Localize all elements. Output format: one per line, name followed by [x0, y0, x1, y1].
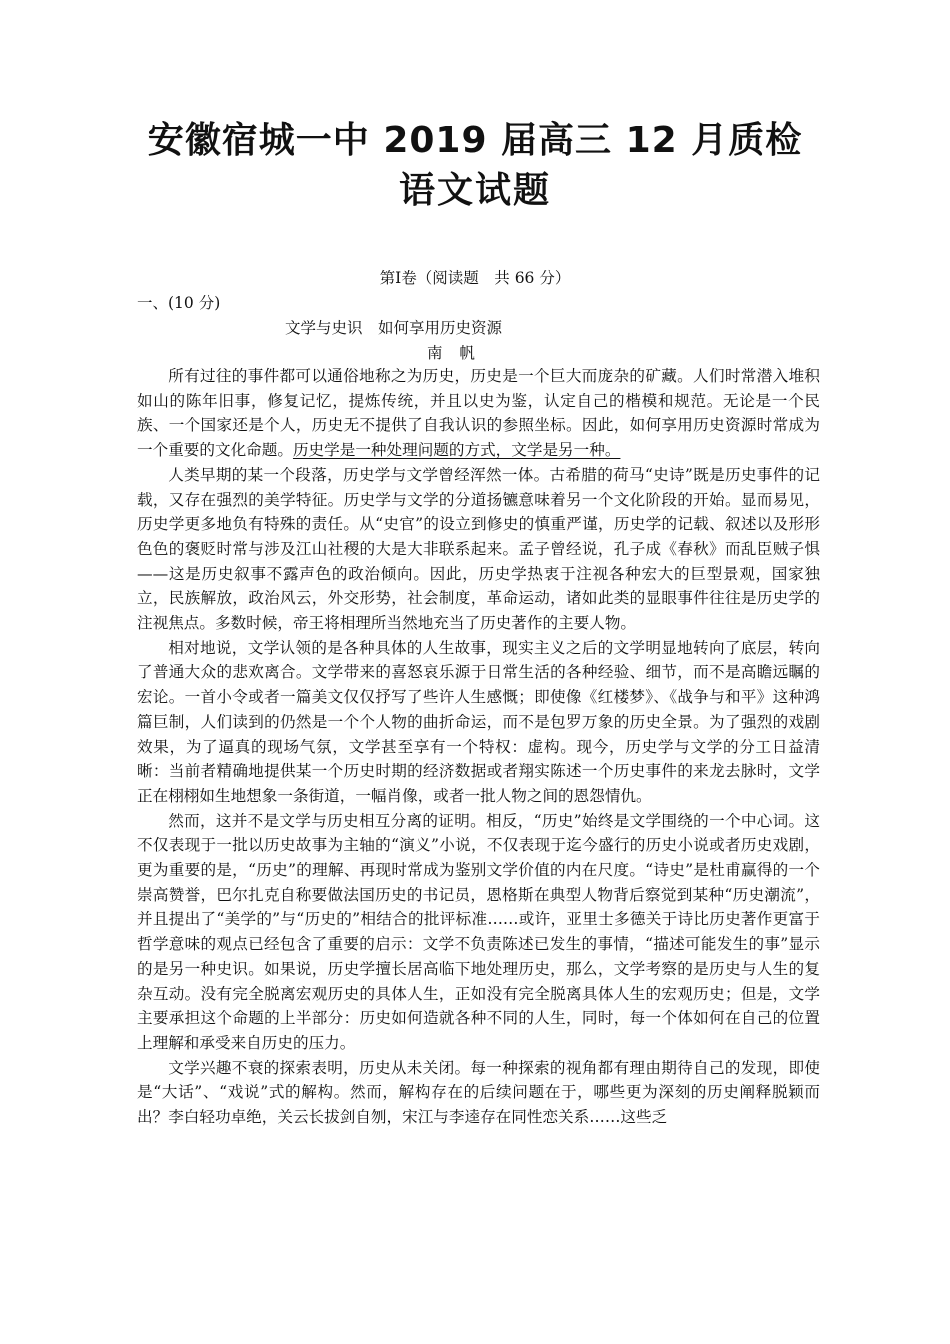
question-label: 一、(10 分)	[137, 294, 221, 312]
article-body	[137, 364, 820, 1130]
paragraph-5: 文学兴趣不衰的探索表明，历史从未关闭。每一种探索的视角都有理由期待自己的发现，即使是“大话”、“戏说”式的解构。然而，解构存在的后续问题在于，哪些更为深刻的历史阐释脱颖而出？李白轻功卓绝，关云长拔剑自刎，宋江与李逵存在同性恋关系……这些乏	[137, 1058, 820, 1127]
exam-subtitle: 语文试题	[398, 170, 551, 211]
section-heading: 第Ⅰ卷（阅读题 共 66 分）	[379, 269, 571, 287]
paragraph-3: 相对地说，文学认领的是各种具体的人生故事，现实主义之后的文学明显地转向了底层，转向了普通大众的悲欢离合。文学带来的喜怒哀乐源于日常生活的各种经验、细节，而不是高瞻远瞩的宏论。一首小令或者一篇美文仅仅抒写了些许人生感慨；即使像《红楼梦》、《战争与和平》这种鸿篇巨制，人们读到的仍然是一个个人物的曲折命运，而不是包罗万象的历史全景。为了强烈的戏剧效果，为了逼真的现场气氛，文学甚至享有一个特权：虚构。现今，历史学与文学的分工日益清晰：当前者精确地提供某一个历史时期的经济数据或者翔实陈述一个历史事件的来龙去脉时，文学正在栩栩如生地想象一条街道，一幅肖像，或者一批人物之间的恩怨情仇。	[137, 638, 820, 805]
paragraph-4: 然而，这并不是文学与历史相互分离的证明。相反，“历史”始终是文学围绕的一个中心词。这不仅表现于一批以历史故事为主轴的“演义”小说，不仅表现于迄今盛行的历史小说或者历史戏剧，更为重要的是，“历史”的理解、再现时常成为鉴别文学价值的内在尺度。“诗史”是杜甫赢得的一个崇高赞誉，巴尔扎克自称要做法国历史的书记员，恩格斯在典型人物背后察觉到某种“历史潮流”，并且提出了“美学的”与“历史的”相结合的批评标准……或许，亚里士多德关于诗比历史著作更富于哲学意味的观点已经包含了重要的启示：文学不负责陈述已发生的事情，“描述可能发生的事”显示的是另一种史识。如果说，历史学擅长居高临下地处理历史，那么，文学考察的是历史与人生的复杂互动。没有完全脱离宏观历史的具体人生，正如没有完全脱离具体人生的宏观历史；但是，文学主要承担这个命题的上半部分：历史如何造就各种不同的人生，同时，每一个体如何在自己的位置上理解和承受来自历史的压力。	[137, 811, 820, 1052]
paragraph-1-text: 所有过往的事件都可以通俗地称之为历史，历史是一个巨大而庞杂的矿藏。人们时常潜入堆积如山的陈年旧事，修复记忆，提炼传统，并且以史为鉴，认定自己的楷模和规范。无论是一个民族、一个国家还是个人，历史无不提供了自我认识的参照坐标。因此，如何享用历史资源时常成为一个重要的文化命题。	[137, 367, 820, 460]
paragraph-1	[137, 364, 820, 463]
article-author: 南 帆	[427, 344, 481, 362]
paragraph-2: 人类早期的某一个段落，历史学与文学曾经浑然一体。古希腊的荷马“史诗”既是历史事件的记载，又存在强烈的美学特征。历史学与文学的分道扬镳意味着另一个文化阶段的开始。显而易见，历史学更多地负有特殊的责任。从“史官”的设立到修史的慎重严谨，历史学的记载、叙述以及形形色色的褒贬时常与涉及江山社稷的大是大非联系起来。孟子曾经说，孔子成《春秋》而乱臣贼子惧——这是历史叙事不露声色的政治倾向。因此，历史学热衷于注视各种宏大的巨型景观，国家独立，民族解放，政治风云，外交形势，社会制度，革命运动，诸如此类的显眼事件往往是历史学的注视焦点。多数时候，帝王将相理所当然地充当了历史著作的主要人物。	[137, 465, 820, 633]
exam-title: 安徽宿城一中 2019 届高三 12 月质检	[147, 120, 803, 161]
underlined-sentence: 历史学是一种处理问题的方式，文学是另一种。	[292, 441, 621, 460]
article-title: 文学与史识 如何享用历史资源	[285, 319, 503, 337]
